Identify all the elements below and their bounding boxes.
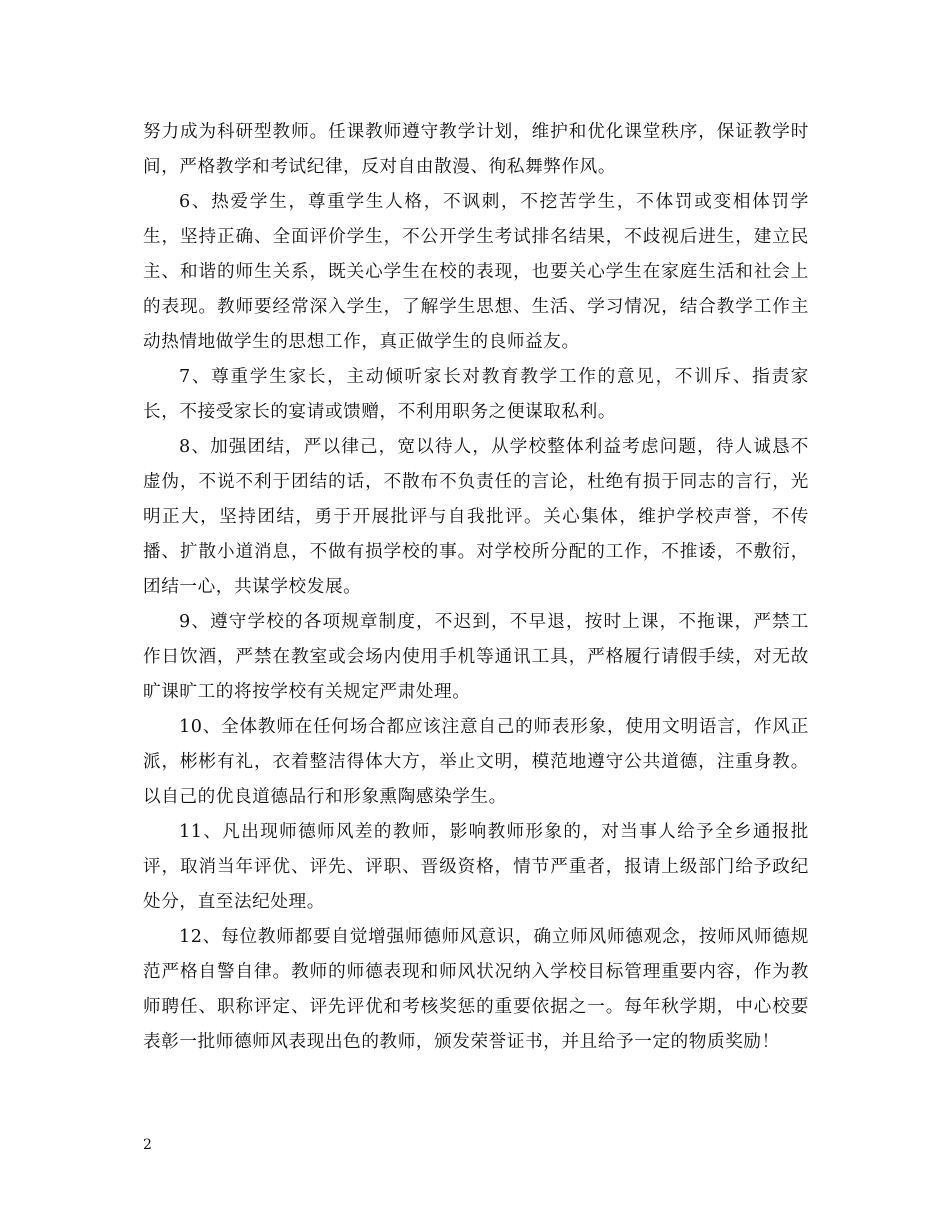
paragraph-item-8: 8、加强团结，严以律己，宽以待人，从学校整体利益考虑问题，待人诚恳不虚伪，不说不利于团结的话，不散布不负责任的言论，杜绝有损于同志的言行，光明正大，坚持团结，勇于开展批评与自我批评。关心集体，维护学校声誉，不传播、扩散小道消息，不做有损学校的事。对学校所分配的工作，不推诿，不敷衍，团结一心，共谋学校发展。 <box>143 437 809 597</box>
paragraph-continuation: 努力成为科研型教师。任课教师遵守教学计划，维护和优化课堂秩序，保证教学时间，严格教学和考试纪律，反对自由散漫、徇私舞弊作风。 <box>143 122 809 177</box>
paragraph-item-10: 10、全体教师在任何场合都应该注意自己的师表形象，使用文明语言，作风正派，彬彬有礼，衣着整洁得体大方，举止文明，模范地遵守公共道德，注重身教。以自己的优良道德品行和形象熏陶感染学生。 <box>143 717 809 807</box>
paragraph-item-11: 11、凡出现师德师风差的教师，影响教师形象的，对当事人给予全乡通报批评，取消当年评优、评先、评职、晋级资格，情节严重者，报请上级部门给予政纪处分，直至法纪处理。 <box>143 822 809 912</box>
document-body <box>143 115 809 1060</box>
page-number: 2 <box>143 1137 152 1153</box>
paragraph-item-12: 12、每位教师都要自觉增强师德师风意识，确立师风师德观念，按师风师德规范严格自警自律。教师的师德表现和师风状况纳入学校目标管理重要内容，作为教师聘任、职称评定、评先评优和考核奖惩的重要依据之一。每年秋学期，中心校要表彰一批师德师风表现出色的教师，颁发荣誉证书，并且给予一定的物质奖励！ <box>143 927 809 1052</box>
paragraph-item-6: 6、热爱学生，尊重学生人格，不讽刺，不挖苦学生，不体罚或变相体罚学生，坚持正确、全面评价学生，不公开学生考试排名结果，不歧视后进生，建立民主、和谐的师生关系，既关心学生在校的表现，也要关心学生在家庭生活和社会上的表现。教师要经常深入学生，了解学生思想、生活、学习情况，结合教学工作主动热情地做学生的思想工作，真正做学生的良师益友。 <box>143 192 809 352</box>
paragraph-item-9: 9、遵守学校的各项规章制度，不迟到，不早退，按时上课，不拖课，严禁工作日饮酒，严禁在教室或会场内使用手机等通讯工具，严格履行请假手续，对无故旷课旷工的将按学校有关规定严肃处理。 <box>143 612 809 702</box>
paragraph-item-7: 7、尊重学生家长，主动倾听家长对教育教学工作的意见，不训斥、指责家长，不接受家长的宴请或馈赠，不利用职务之便谋取私利。 <box>143 367 809 422</box>
